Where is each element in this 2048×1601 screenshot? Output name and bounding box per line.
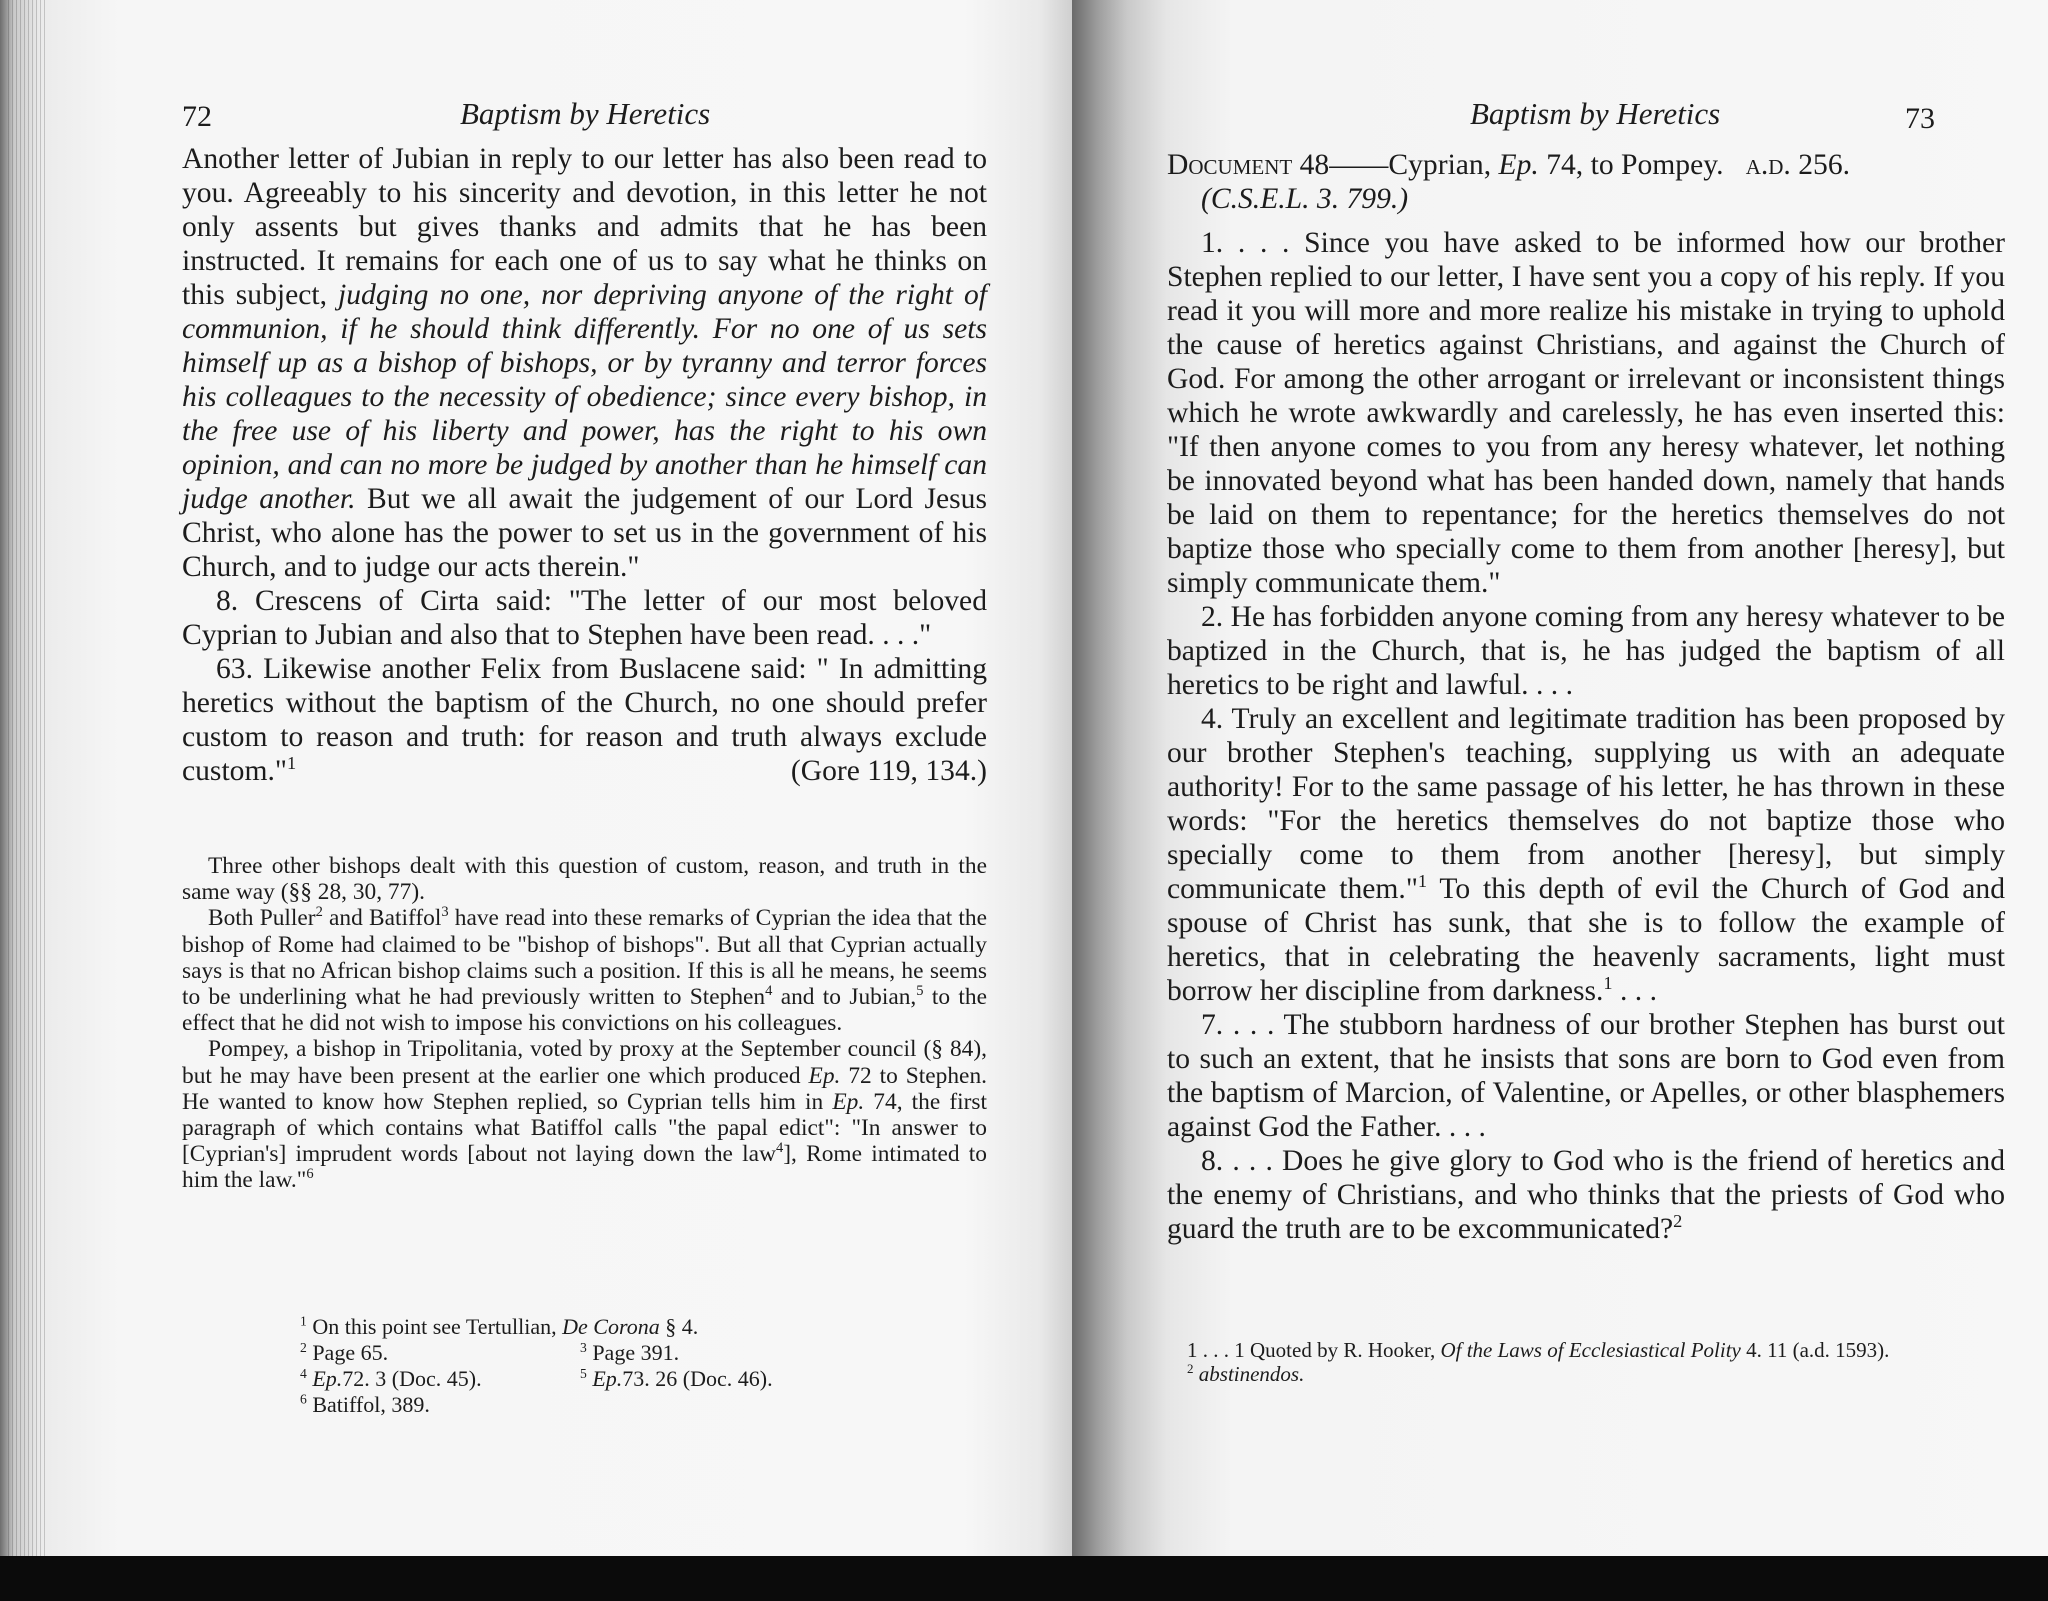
paragraph: 1. . . . Since you have asked to be informed how our brother Stephen replied to our letter, I have sent you a copy of his reply. If you read it you will more and more realize his mistake in trying to uphold the cause of heretics against Christians, and against the Church of God. For among the other arrogant or irrelevant or inconsistent things which he wrote awkwardly and carelessly, he has even inserted this: "If then anyone comes to you from any heresy whatever, let nothing be innovated beyond what has been handed down, namely that hands be laid on them to repentance; for the heretics themselves do not baptize those who specially come to them from another [heresy], but simply communicate them." xyxy=(1167,227,2005,599)
main-text xyxy=(182,142,987,788)
running-head: Baptism by Heretics xyxy=(460,96,711,131)
footnote xyxy=(300,1392,860,1418)
footnote-number: 6 xyxy=(300,1391,307,1407)
footnote-ref: 1 xyxy=(1603,973,1613,994)
text-run: Page 65. xyxy=(312,1340,389,1365)
text-run: § 4. xyxy=(659,1314,699,1339)
document-title-line xyxy=(1167,148,2027,182)
text-run: Both Puller xyxy=(208,905,316,932)
text-run: 4. 11 (a.d. 1593). xyxy=(1740,1338,1890,1362)
commentary-paragraph xyxy=(182,905,987,1036)
footnotes xyxy=(300,1314,860,1418)
italic-abbrev: Ep. xyxy=(312,1366,343,1391)
text-run: Another letter of Jubian in reply to our letter has also been read to you. Agreeably to his sincerity and devotion, in this letter he not only assents but gives thanks and admits that he has been instructed. It remains for each one of us to say what he thinks on this subject, xyxy=(182,143,987,311)
text-run: 74, to Pompey. xyxy=(1538,149,1724,181)
italic-abbrev: Ep. xyxy=(1498,149,1539,181)
main-text xyxy=(1167,226,2005,1246)
text-run: . . . xyxy=(1612,975,1657,1007)
text-run: On this point see Tertullian, xyxy=(312,1314,563,1339)
right-page xyxy=(1072,0,2048,1556)
page-number: 73 xyxy=(1905,102,1935,135)
commentary-paragraph xyxy=(182,1036,987,1193)
footnote: 2 Page 65. xyxy=(300,1339,389,1365)
footnote-number: 1 xyxy=(300,1313,307,1329)
page-number: 72 xyxy=(182,100,212,133)
document-source: (C.S.E.L. 3. 799.) xyxy=(1201,183,1409,215)
text-run: to the effect that he did not wish to impose his convictions on his colleagues. xyxy=(182,984,987,1037)
document-heading xyxy=(1167,148,2027,216)
text-run: ], Rome intimated to him the law." xyxy=(182,1141,987,1194)
text-run: and Batiffol xyxy=(322,905,442,932)
footnote-ref: 1 xyxy=(1417,871,1428,892)
italic-abbrev: Ep. xyxy=(832,1088,865,1115)
text-run: 74, the first paragraph of which contains what Batiffol calls "the papal edict": "In answer to [Cyprian's] imprudent words [about not laying down the law xyxy=(182,1088,987,1168)
footnote-ref: 1 xyxy=(286,753,297,774)
footnote-ref: 2 xyxy=(315,904,323,921)
text-run: To this depth of evil the Church of God and spouse of Christ has sunk, that she is to follow the example of heretics, that in celebrating the heavenly sacraments, light must borrow her discipline from darkness. xyxy=(1167,873,2005,1007)
italic-word: abstinendos. xyxy=(1198,1362,1305,1386)
footnote-ref: 5 xyxy=(916,983,924,1000)
footnote-ref: 6 xyxy=(306,1166,314,1183)
text-run: 73. 26 (Doc. 46). xyxy=(622,1366,773,1391)
text-run: 48——Cyprian, xyxy=(1292,149,1499,181)
footnote xyxy=(300,1314,860,1340)
text-run: 72 to Stephen. He wanted to know how Stephen replied, so Cyprian tells him in xyxy=(182,1062,987,1115)
footnote xyxy=(1167,1338,2005,1362)
footnote: 4 Ep.72. 3 (Doc. 45). xyxy=(300,1365,482,1391)
running-head: Baptism by Heretics xyxy=(1470,96,1721,131)
footnote: 3 Page 391. xyxy=(580,1339,680,1365)
paragraph: 7. . . . The stubborn hardness of our brother Stephen has burst out to such an extent, that he insists that sons are born to God even from the baptism of Marcion, of Valentine, or Apelles, or other blasphemers against God the Father. . . . xyxy=(1167,1009,2005,1143)
document-date: a.d. 256. xyxy=(1745,149,1851,181)
text-run: Pompey, a bishop in Tripolitania, voted by proxy at the September council (§ 84), but he may have been present at the earlier one which produced xyxy=(182,1036,987,1089)
footnote xyxy=(1167,1362,2005,1386)
footnotes xyxy=(1167,1338,2005,1386)
commentary-paragraph: Three other bishops dealt with this question of custom, reason, and truth in the same way (§§ 28, 30, 77). xyxy=(182,853,987,906)
paragraph xyxy=(182,142,987,584)
footnote-ref: 2 xyxy=(1673,1211,1683,1232)
text-run: 1 . . . 1 Quoted by R. Hooker, xyxy=(1187,1338,1441,1362)
paragraph: 8. Crescens of Cirta said: "The letter of our most beloved Cyprian to Jubian and also that to Stephen have been read. . . ." xyxy=(182,585,987,651)
footnote-row xyxy=(300,1340,860,1366)
text-run: Page 391. xyxy=(592,1340,680,1365)
italic-title: Of the Laws of Ecclesiastical Polity xyxy=(1440,1338,1741,1362)
scan-border xyxy=(0,1556,2048,1601)
text-run: 4. Truly an excellent and legitimate tradition has been proposed by our brother Stephen's teaching, supplying us with an adequate authority! For to the same passage of his letter, he has thrown in these words: "For the heretics themselves do not baptize those who specially come to them from another [heresy], but simply communicate them." xyxy=(1167,703,2005,905)
paragraph xyxy=(1167,1144,2005,1246)
footnote-ref: 4 xyxy=(775,1140,784,1157)
commentary xyxy=(182,853,987,1194)
book-edge-shading xyxy=(8,0,48,1556)
citation: (Gore 119, 134.) xyxy=(790,755,987,787)
text-run: 63. Likewise another Felix from Buslacene said: " In admitting heretics without the baptism of the Church, no one should prefer custom to reason and truth: for reason and truth always exclude custom." xyxy=(182,653,987,787)
footnote-ref: 4 xyxy=(765,983,773,1000)
italic-quote: judging no one, nor depriving anyone of the right of communion, if he should think differently. For no one of us sets himself up as a bishop of bishops, or by tyranny and terror forces his colleagues to the necessity of obedience; since every bishop, in the free use of his liberty and power, has the right to his own opinion, and can no more be judged by another than he himself can judge another. xyxy=(182,279,987,515)
footnote: 5 Ep.73. 26 (Doc. 46). xyxy=(580,1365,773,1391)
italic-title: De Corona xyxy=(562,1314,660,1339)
italic-abbrev: Ep. xyxy=(808,1062,841,1089)
text-run: Batiffol, 389. xyxy=(312,1392,430,1417)
document-label: Document xyxy=(1167,149,1293,181)
text-run: and to Jubian, xyxy=(772,984,917,1011)
text-run: have read into these remarks of Cyprian the idea that the bishop of Rome had claimed to be "bishop of bishops". But all that Cyprian actually says is that no African bishop claims such a position. If this is all he means, he seems to be underlining what he had previously written to Stephen xyxy=(182,905,987,1011)
paragraph xyxy=(1167,702,2005,1008)
italic-abbrev: Ep. xyxy=(592,1366,623,1391)
text-run: 72. 3 (Doc. 45). xyxy=(342,1366,482,1391)
text-run: 8. . . . Does he give glory to God who is the friend of heretics and the enemy of Christians, and who thinks that the priests of God who guard the truth are to be excommunicated? xyxy=(1167,1145,2005,1245)
text-run: But we all await the judgement of our Lord Jesus Christ, who alone has the power to set us in the government of his Church, and to judge our acts therein." xyxy=(182,483,987,583)
footnote-ref: 3 xyxy=(441,904,449,921)
paragraph: 2. He has forbidden anyone coming from any heresy whatever to be baptized in the Church, that is, he has judged the baptism of all heretics to be right and lawful. . . . xyxy=(1167,601,2005,701)
footnote-number: 2 xyxy=(1187,1361,1194,1376)
footnote-row xyxy=(300,1366,860,1392)
